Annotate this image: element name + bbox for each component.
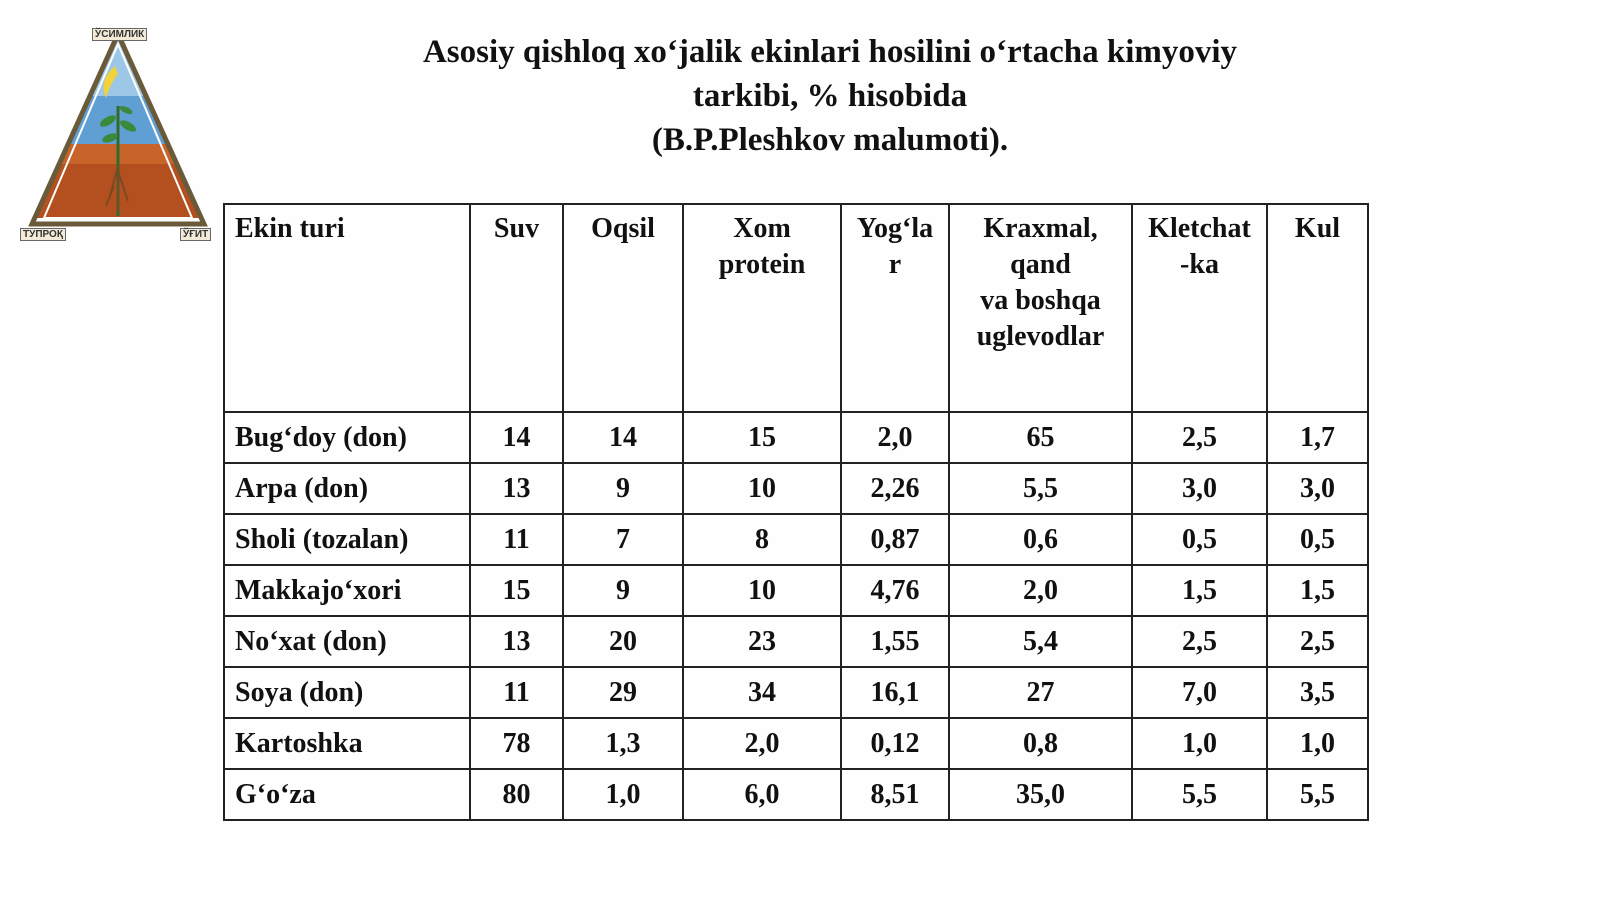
header-crop-type: [224, 204, 470, 412]
header-line: Yog‘la: [856, 213, 934, 244]
value-cell: 7: [563, 514, 683, 565]
crop-name-cell: Soya (don): [224, 667, 470, 718]
value-cell: 2,0: [949, 565, 1132, 616]
title-line-3: (B.P.Pleshkov malumoti).: [651, 122, 1009, 158]
header-line: Kul: [1294, 213, 1341, 244]
value-cell: 0,6: [949, 514, 1132, 565]
value-cell: 11: [470, 514, 563, 565]
value-cell: 9: [563, 565, 683, 616]
value-cell: 1,5: [1267, 565, 1368, 616]
value-cell: 14: [563, 412, 683, 463]
crop-name-cell: Makkajo‘xori: [224, 565, 470, 616]
value-cell: 10: [683, 463, 841, 514]
value-cell: 8,51: [841, 769, 949, 820]
value-cell: 11: [470, 667, 563, 718]
crop-name-cell: Sholi (tozalan): [224, 514, 470, 565]
table-row: [224, 565, 1368, 616]
header-line: Suv: [493, 213, 540, 244]
header-line: -ka: [1180, 249, 1219, 280]
header-line: Oqsil: [591, 213, 655, 244]
header-ash: [1267, 204, 1368, 412]
value-cell: 2,5: [1132, 616, 1267, 667]
logo-top-label: ЎСИМЛИК: [92, 28, 147, 41]
value-cell: 1,55: [841, 616, 949, 667]
value-cell: 1,3: [563, 718, 683, 769]
table-row: [224, 667, 1368, 718]
logo-right-label: ЎҒИТ: [180, 228, 211, 241]
composition-table: [223, 203, 1369, 821]
value-cell: 9: [563, 463, 683, 514]
value-cell: 2,5: [1132, 412, 1267, 463]
crop-name-cell: No‘xat (don): [224, 616, 470, 667]
header-line: Kletchat: [1148, 213, 1251, 244]
value-cell: 4,76: [841, 565, 949, 616]
value-cell: 6,0: [683, 769, 841, 820]
header-water: [470, 204, 563, 412]
table-row: [224, 616, 1368, 667]
header-line: Xom: [733, 213, 791, 244]
value-cell: 2,0: [841, 412, 949, 463]
header-line: Kraxmal,: [983, 213, 1098, 244]
value-cell: 15: [683, 412, 841, 463]
value-cell: 5,4: [949, 616, 1132, 667]
title-line-1: Asosiy qishloq xo‘jalik ekinlari hosilini o‘rtacha kimyoviy: [422, 34, 1238, 70]
value-cell: 5,5: [1267, 769, 1368, 820]
value-cell: 0,8: [949, 718, 1132, 769]
value-cell: 80: [470, 769, 563, 820]
value-cell: 1,5: [1132, 565, 1267, 616]
table-header-row: [224, 204, 1368, 412]
value-cell: 65: [949, 412, 1132, 463]
crop-name-cell: Kartoshka: [224, 718, 470, 769]
value-cell: 1,0: [563, 769, 683, 820]
value-cell: 1,7: [1267, 412, 1368, 463]
header-line: uglevodlar: [976, 321, 1105, 352]
value-cell: 10: [683, 565, 841, 616]
value-cell: 1,0: [1132, 718, 1267, 769]
table-row: [224, 718, 1368, 769]
value-cell: 35,0: [949, 769, 1132, 820]
table-row: [224, 514, 1368, 565]
value-cell: 1,0: [1267, 718, 1368, 769]
plant-soil-triangle-icon: [18, 26, 218, 246]
value-cell: 13: [470, 616, 563, 667]
value-cell: 8: [683, 514, 841, 565]
header-fiber: [1132, 204, 1267, 412]
value-cell: 15: [470, 565, 563, 616]
table-row: [224, 769, 1368, 820]
header-protein: [563, 204, 683, 412]
crop-name-cell: Bug‘doy (don): [224, 412, 470, 463]
value-cell: 23: [683, 616, 841, 667]
header-carbohydrates: [949, 204, 1132, 412]
value-cell: 27: [949, 667, 1132, 718]
header-fats: [841, 204, 949, 412]
value-cell: 16,1: [841, 667, 949, 718]
table-row: [224, 412, 1368, 463]
value-cell: 20: [563, 616, 683, 667]
value-cell: 14: [470, 412, 563, 463]
header-line: protein: [718, 249, 806, 280]
title-line-2: tarkibi, % hisobida: [692, 78, 968, 114]
value-cell: 2,26: [841, 463, 949, 514]
value-cell: 5,5: [949, 463, 1132, 514]
header-line: va boshqa: [980, 285, 1101, 316]
value-cell: 0,5: [1132, 514, 1267, 565]
header-line: qand: [1010, 249, 1071, 280]
logo: [18, 26, 218, 246]
value-cell: 34: [683, 667, 841, 718]
value-cell: 0,12: [841, 718, 949, 769]
value-cell: 5,5: [1132, 769, 1267, 820]
logo-left-label: ТУПРОҚ: [20, 228, 66, 241]
value-cell: 3,5: [1267, 667, 1368, 718]
value-cell: 0,87: [841, 514, 949, 565]
header-crude-protein: [683, 204, 841, 412]
value-cell: 3,0: [1132, 463, 1267, 514]
value-cell: 7,0: [1132, 667, 1267, 718]
header-line: r: [888, 249, 902, 280]
table-row: [224, 463, 1368, 514]
value-cell: 0,5: [1267, 514, 1368, 565]
crop-name-cell: Arpa (don): [224, 463, 470, 514]
value-cell: 2,5: [1267, 616, 1368, 667]
value-cell: 29: [563, 667, 683, 718]
value-cell: 13: [470, 463, 563, 514]
value-cell: 78: [470, 718, 563, 769]
page-title: [330, 30, 1330, 162]
crop-name-cell: G‘o‘za: [224, 769, 470, 820]
value-cell: 2,0: [683, 718, 841, 769]
value-cell: 3,0: [1267, 463, 1368, 514]
header-line: Ekin turi: [235, 213, 345, 244]
